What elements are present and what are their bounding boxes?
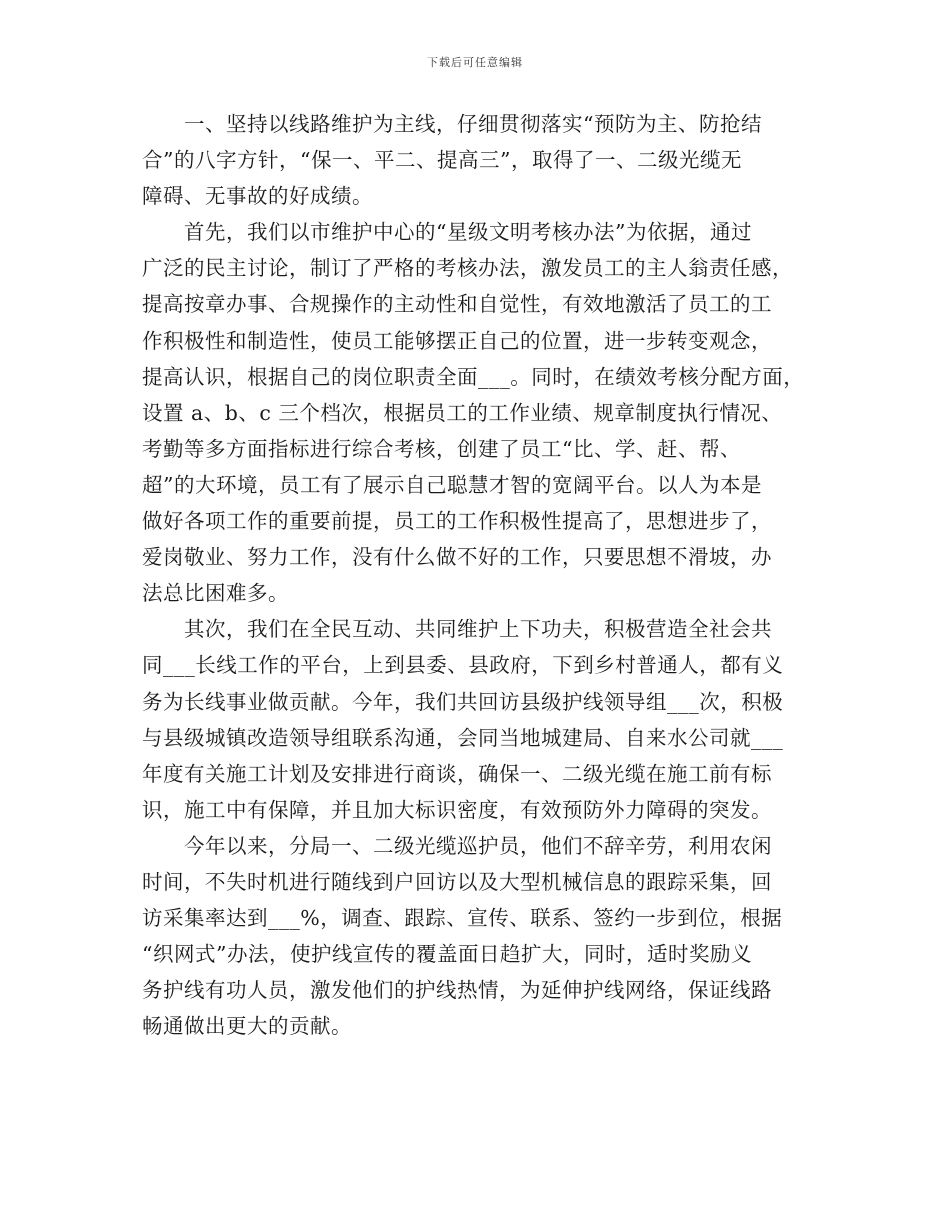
paragraph-line: 做好各项工作的重要前提，员工的工作积极性提高了，思想进步了，	[142, 509, 772, 534]
paragraph-line: “织网式”办法，使护线宣传的覆盖面日趋扩大，同时，适时奖励义	[142, 942, 752, 967]
paragraph-line: 畅通做出更大的贡献。	[142, 1014, 352, 1039]
document-body	[142, 106, 814, 1044]
paragraph-patrol	[142, 828, 814, 1045]
paragraph-line: 识，施工中有保障，并且加大标识密度，有效预防外力障碍的突发。	[142, 797, 772, 822]
paragraph-line: 提高认识，根据自己的岗位职责全面___。同时，在绩效考核分配方面，	[142, 364, 805, 389]
paragraph-line: 广泛的民主讨论，制订了严格的考核办法，激发员工的主人翁责任感，	[142, 256, 793, 281]
paragraph-line-maintenance	[142, 106, 814, 214]
paragraph-line: 首先，我们以市维护中心的“星级文明考核办法”为依据，通过	[184, 220, 752, 245]
page-header: 下载后可任意编辑	[427, 56, 523, 69]
paragraph-line: 务护线有功人员，激发他们的护线热情，为延伸护线网络，保证线路	[142, 978, 772, 1003]
paragraph-line: 超”的大环境，员工有了展示自己聪慧才智的宽阔平台。以人为本是	[142, 472, 762, 497]
paragraph-line: 考勤等多方面指标进行综合考核，创建了员工“比、学、赶、帮、	[142, 436, 741, 461]
paragraph-line: 访采集率达到___%，调查、跟踪、宣传、联系、签约一步到位，根据	[142, 906, 783, 931]
paragraph-line: 爱岗敬业、努力工作，没有什么做不好的工作，只要思想不滑坡，办	[142, 545, 772, 570]
paragraph-line: 年度有关施工计划及安排进行商谈，确保一、二级光缆在施工前有标	[142, 761, 772, 786]
paragraph-line: 作积极性和制造性，使员工能够摆正自己的位置，进一步转变观念，	[142, 328, 772, 353]
paragraph-line: 务为长线事业做贡献。今年，我们共回访县级护线领导组___次，积极	[142, 689, 784, 714]
paragraph-line: 时间，不失时机进行随线到户回访以及大型机械信息的跟踪采集，回	[142, 869, 772, 894]
paragraph-line: 同___长线工作的平台，上到县委、县政府，下到乡村普通人，都有义	[142, 653, 784, 678]
paragraph-line: 设置 a、b、c 三个档次，根据员工的工作业绩、规章制度执行情况、	[142, 400, 783, 425]
paragraph-line: 其次，我们在全民互动、共同维护上下功夫，积极营造全社会共	[184, 617, 772, 642]
paragraph-line: 今年以来，分局一、二级光缆巡护员，他们不辞辛劳，利用农闲	[184, 833, 772, 858]
paragraph-joint-maintenance	[142, 611, 814, 828]
paragraph-line: 合”的八字方针，“保一、平二、提高三”，取得了一、二级光缆无	[142, 148, 742, 173]
paragraph-line: 一、坚持以线路维护为主线，仔细贯彻落实“预防为主、防抢结	[184, 112, 762, 136]
paragraph-line: 提高按章办事、合规操作的主动性和自觉性，有效地激活了员工的工	[142, 292, 772, 317]
paragraph-line: 与县级城镇改造领导组联系沟通，会同当地城建局、自来水公司就___	[142, 725, 784, 750]
paragraph-line: 障碍、无事故的好成绩。	[142, 184, 373, 209]
paragraph-assessment	[142, 214, 814, 611]
paragraph-line: 法总比困难多。	[142, 581, 289, 606]
